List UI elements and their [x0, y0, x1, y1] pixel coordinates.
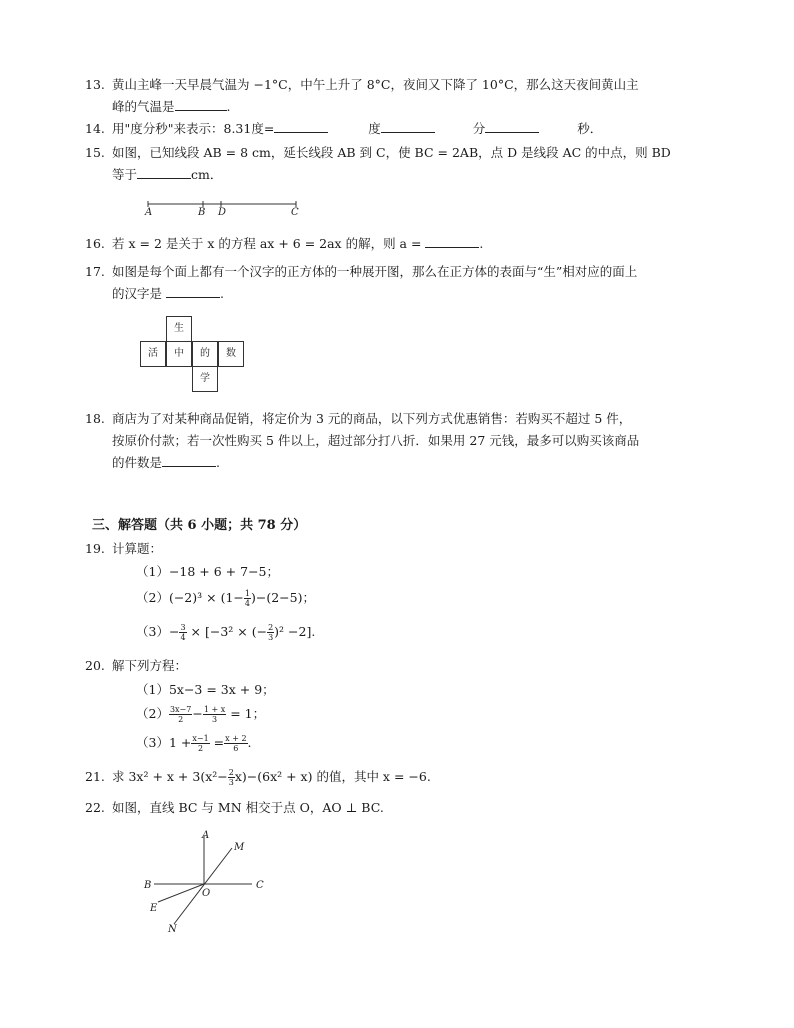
label-b: B — [144, 880, 152, 891]
question-number: 16. — [85, 236, 105, 251]
face-de: 的 — [192, 341, 218, 367]
question-18 — [85, 408, 712, 474]
question-text: 黄山主峰一天早晨气温为 −1°C，中午上升了 8°C，夜间又下降了 10°C，那么这天夜间黄山主 — [112, 77, 639, 92]
expr: )² −2]. — [274, 624, 316, 639]
answer-blank[interactable] — [137, 164, 191, 179]
question-text: 用"度分秒"来表示：8.31度= — [112, 121, 275, 136]
expr: − — [192, 706, 203, 721]
label-c: C — [291, 207, 299, 218]
answer-blank-second[interactable] — [485, 118, 539, 133]
fraction: $\frac{3x-7}{2}$ — [169, 705, 192, 724]
expr: = — [213, 735, 225, 750]
expr: （2） — [136, 706, 169, 721]
punctuation: . — [226, 99, 231, 114]
question-13 — [85, 74, 712, 118]
label-a: A — [202, 830, 210, 841]
face-sheng: 生 — [166, 316, 192, 342]
segment-figure — [140, 196, 310, 218]
question-text: 商店为了对某种商品促销，将定价为 3 元的商品，以下列方式优惠销售：若购买不超过 5 件， — [112, 411, 632, 426]
q19-part-2 — [136, 588, 315, 608]
question-text: 计算题： — [112, 541, 163, 556]
line-mn — [174, 848, 232, 924]
question-text: 求 3x² + x + 3(x²− — [112, 769, 228, 784]
expr: （3）1 + — [136, 735, 192, 750]
expr: = 1； — [230, 706, 266, 721]
expr: （3）− — [136, 624, 180, 639]
punctuation: . — [216, 455, 220, 470]
label-d: D — [218, 207, 227, 218]
fraction: $\frac{2}{3}$ — [268, 623, 274, 642]
face-zhong: 中 — [166, 341, 192, 367]
expr: × [−3² × (− — [190, 624, 268, 639]
question-text: 如图，直线 BC 与 MN 相交于点 O，AO ⊥ BC. — [112, 800, 384, 815]
question-number: 13. — [85, 77, 105, 92]
question-text: 峰的气温是 — [112, 99, 175, 114]
face-xue: 学 — [192, 366, 218, 392]
question-text: 解下列方程： — [112, 658, 188, 673]
question-20 — [85, 655, 712, 677]
question-21 — [85, 766, 712, 788]
q20-part-2 — [136, 704, 265, 724]
q20-part-3 — [136, 733, 252, 753]
fraction: $\frac{1 + x}{3}$ — [203, 705, 226, 724]
label-n: N — [168, 924, 177, 935]
answer-blank[interactable] — [162, 452, 216, 467]
question-17 — [85, 261, 712, 305]
question-text: 若 x = 2 是关于 x 的方程 ax + 6 = 2ax 的解，则 a = — [112, 236, 422, 251]
q19-part-3 — [136, 622, 315, 642]
question-number: 15. — [85, 145, 105, 160]
intersecting-lines-figure — [140, 826, 280, 938]
question-16 — [85, 233, 712, 255]
fraction: $\frac{3}{4}$ — [180, 623, 186, 642]
question-22 — [85, 797, 712, 819]
q19-part-1: （1）−18 + 6 + 7−5； — [136, 564, 280, 579]
question-number: 19. — [85, 541, 105, 556]
punctuation: . — [220, 286, 224, 301]
fraction: $\frac{2}{3}$ — [228, 768, 234, 787]
question-15 — [85, 142, 712, 186]
unit-degree: 度 — [368, 121, 381, 136]
question-text: 如图是每个面上都有一个汉字的正方体的一种展开图，那么在正方体的表面与“生”相对应的面上 — [112, 264, 638, 279]
q20-part-1: （1）5x−3 = 3x + 9； — [136, 682, 275, 697]
answer-blank-degree[interactable] — [274, 118, 328, 133]
label-e: E — [150, 903, 158, 914]
punctuation: . — [479, 236, 484, 251]
label-o: O — [202, 888, 211, 899]
unit-second: 秒． — [577, 121, 603, 136]
face-shu: 数 — [218, 341, 244, 367]
question-number: 22. — [85, 800, 105, 815]
question-number: 18. — [85, 411, 105, 426]
fraction: $\frac{x + 2}{6}$ — [225, 734, 247, 753]
question-text: x)−(6x² + x) 的值，其中 x = −6. — [234, 769, 431, 784]
expr: )−(2−5)； — [250, 590, 315, 605]
question-number: 20. — [85, 658, 105, 673]
fraction: $\frac{1}{4}$ — [244, 589, 250, 608]
question-text: 按原价付款；若一次性购买 5 件以上，超过部分打八折．如果用 27 元钱，最多可以购买该商品 — [112, 433, 640, 448]
label-c: C — [256, 880, 264, 891]
expr: . — [247, 735, 252, 750]
face-huo: 活 — [140, 341, 166, 367]
question-14 — [85, 118, 712, 140]
label-b: B — [198, 207, 206, 218]
answer-blank[interactable] — [425, 233, 479, 248]
unit-minute: 分 — [472, 121, 486, 136]
question-number: 17. — [85, 264, 105, 279]
expr: （2）(−2)³ × (1− — [136, 590, 244, 605]
answer-blank-minute[interactable] — [381, 118, 435, 133]
question-19 — [85, 538, 712, 560]
question-text: 如图，已知线段 AB = 8 cm，延长线段 AB 到 C，使 BC = 2AB，点 D 是线段 AC 的中点，则 BD — [112, 145, 671, 160]
question-text: 的件数是 — [112, 455, 163, 470]
unit-cm: cm． — [191, 167, 223, 182]
fraction: $\frac{x-1}{2}$ — [192, 734, 209, 753]
label-a: A — [145, 207, 153, 218]
label-m: M — [234, 842, 245, 853]
question-number: 14. — [85, 121, 105, 136]
answer-blank[interactable] — [175, 96, 227, 111]
question-text: 等于 — [112, 167, 138, 182]
answer-blank[interactable] — [166, 283, 220, 298]
section-title: 三、解答题（共 6 小题；共 78 分） — [92, 518, 307, 533]
question-number: 21. — [85, 769, 105, 784]
question-text: 的汉字是 — [112, 286, 163, 301]
